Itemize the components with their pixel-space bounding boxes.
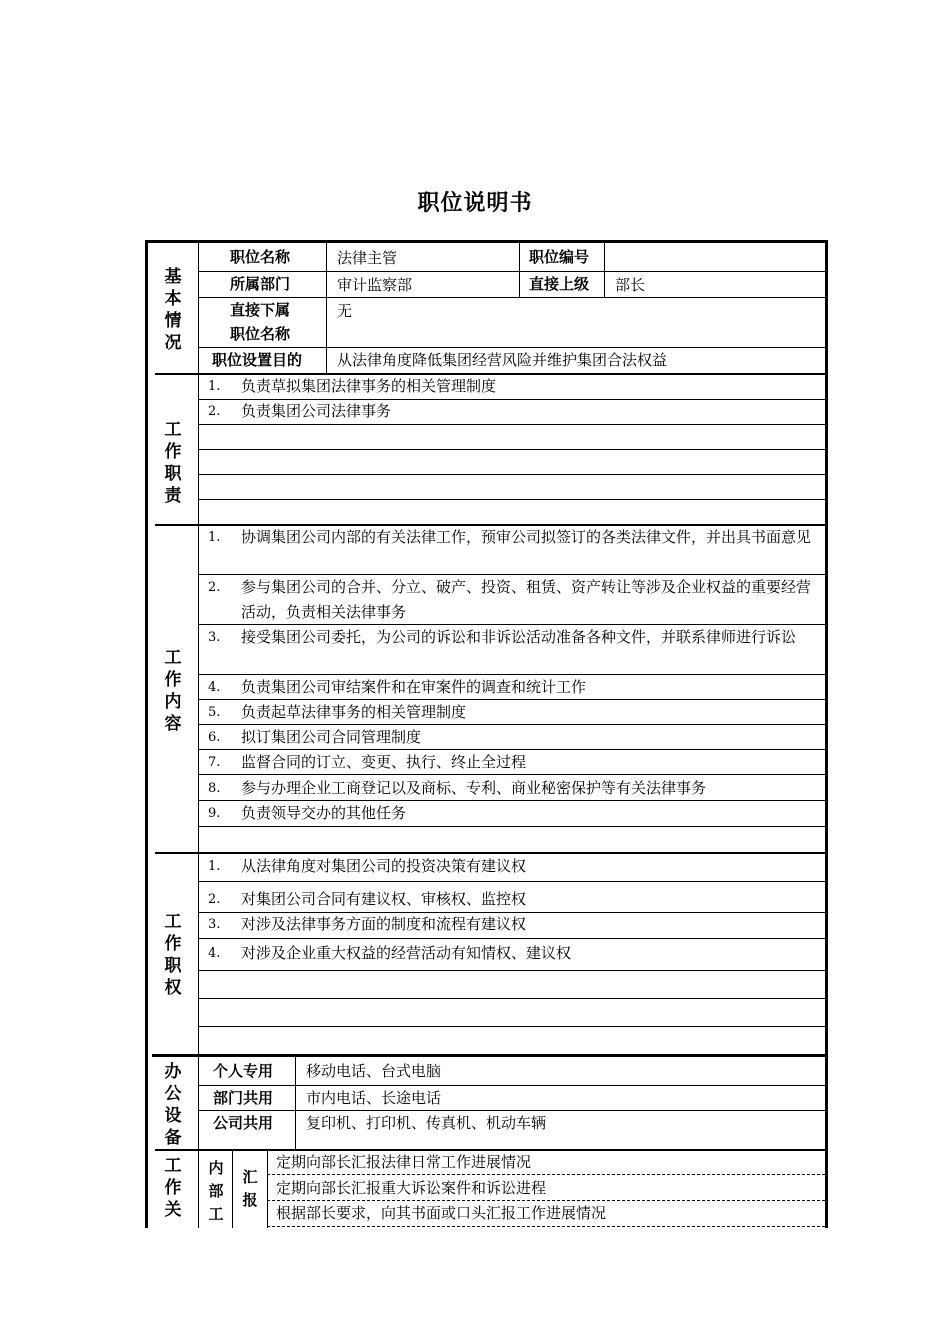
content-number: 6. — [208, 730, 221, 745]
content-text: 协调集团公司内部的有关法律工作，预审公司拟签订的各类法律文件，并出具书面意见 — [241, 528, 812, 546]
row-divider — [198, 424, 825, 425]
row-divider — [198, 271, 825, 272]
content-number: 7. — [208, 755, 221, 770]
content-number: 3. — [208, 630, 221, 645]
label-purpose: 职位设置目的 — [212, 351, 303, 369]
value-position-name: 法律主管 — [337, 249, 398, 267]
row-divider — [198, 449, 825, 450]
authority-number: 4. — [208, 946, 221, 961]
label-supervisor: 直接上级 — [529, 275, 590, 293]
relation-item: 定期向部长汇报法律日常工作进展情况 — [276, 1153, 532, 1171]
label-position-code: 职位编号 — [529, 248, 590, 266]
row-divider — [198, 1085, 825, 1086]
authority-number: 1. — [208, 859, 221, 874]
authority-text: 对涉及企业重大权益的经营活动有知情权、建议权 — [241, 944, 572, 962]
value-personal-use: 移动电话、台式电脑 — [306, 1062, 442, 1080]
row-divider — [267, 1200, 825, 1201]
content-text: 监督合同的订立、变更、执行、终止全过程 — [241, 753, 527, 771]
row-divider — [267, 1226, 825, 1227]
row-divider — [198, 970, 825, 971]
value-department: 审计监察部 — [337, 276, 413, 294]
row-divider — [198, 499, 825, 500]
label-subordinates-line1: 直接下属 — [230, 301, 291, 319]
section-relations: 工作关 — [164, 1156, 182, 1220]
row-divider — [198, 826, 825, 827]
value-department-shared: 市内电话、长途电话 — [306, 1089, 442, 1107]
label-personal-use: 个人专用 — [213, 1062, 274, 1080]
label-department: 所属部门 — [230, 275, 291, 293]
relation-item: 根据部长要求，向其书面或口头汇报工作进展情况 — [276, 1204, 607, 1222]
section-basic-info: 基本情况 — [164, 267, 182, 353]
authority-number: 3. — [208, 917, 221, 932]
row-divider — [198, 1026, 825, 1027]
duty-number: 1. — [208, 379, 221, 394]
content-number: 2. — [208, 580, 221, 595]
section-work-content: 工作内容 — [164, 648, 182, 734]
value-purpose: 从法律角度降低集团经营风险并维护集团合法权益 — [337, 351, 668, 369]
duty-number: 2. — [208, 404, 221, 419]
content-number: 5. — [208, 705, 221, 720]
col-divider — [519, 243, 520, 297]
value-subordinates: 无 — [337, 302, 353, 320]
authority-text: 对集团公司合同有建议权、审核权、监控权 — [241, 890, 527, 908]
value-supervisor: 部长 — [615, 276, 646, 294]
authority-number: 2. — [208, 892, 221, 907]
col-divider — [232, 1151, 233, 1228]
section-column-divider — [198, 243, 199, 1228]
authority-text: 从法律角度对集团公司的投资决策有建议权 — [241, 857, 527, 875]
section-equipment: 办公设备 — [164, 1062, 182, 1148]
label-internal-work: 内部工 — [208, 1159, 224, 1223]
section-duties: 工作职责 — [164, 420, 182, 506]
content-number: 4. — [208, 680, 221, 695]
row-divider — [198, 297, 825, 298]
content-text: 负责领导交办的其他任务 — [241, 804, 407, 822]
content-text: 负责集团公司审结案件和在审案件的调查和统计工作 — [241, 678, 587, 696]
col-divider — [267, 1151, 268, 1228]
content-number: 9. — [208, 806, 221, 821]
row-divider — [198, 347, 825, 348]
label-company-shared: 公司共用 — [213, 1114, 274, 1132]
section-authority: 工作职权 — [164, 912, 182, 998]
row-divider — [198, 474, 825, 475]
content-text: 拟订集团公司合同管理制度 — [241, 728, 422, 746]
content-text: 负责起草法律事务的相关管理制度 — [241, 703, 467, 721]
content-text: 接受集团公司委托，为公司的诉讼和非诉讼活动准备各种文件，并联系律师进行诉讼 — [241, 628, 797, 646]
label-subordinates-line2: 职位名称 — [230, 325, 291, 343]
row-divider — [198, 938, 825, 939]
row-divider — [198, 1110, 825, 1111]
col-divider — [326, 347, 327, 373]
duty-text: 负责草拟集团法律事务的相关管理制度 — [241, 377, 497, 395]
value-company-shared: 复印机、打印机、传真机、机动车辆 — [306, 1114, 547, 1132]
row-divider — [198, 998, 825, 999]
label-department-shared: 部门共用 — [213, 1089, 274, 1107]
section-divider — [152, 1054, 825, 1057]
content-number: 8. — [208, 781, 221, 796]
duty-text: 负责集团公司法律事务 — [241, 402, 392, 420]
col-divider — [604, 243, 605, 297]
content-text: 参与集团公司的合并、分立、破产、投资、租赁、资产转让等涉及企业权益的重要经营活动，负责相关法律事务 — [241, 578, 812, 621]
section-divider — [155, 1149, 825, 1151]
col-divider — [326, 243, 327, 347]
authority-text: 对涉及法律事务方面的制度和流程有建议权 — [241, 915, 527, 933]
content-number: 1. — [208, 530, 221, 545]
label-position-name: 职位名称 — [230, 248, 291, 266]
label-reporting: 汇报 — [242, 1168, 258, 1209]
row-divider — [198, 881, 825, 882]
document-title: 职位说明书 — [417, 191, 533, 216]
row-divider — [267, 1174, 825, 1175]
content-text: 参与办理企业工商登记以及商标、专利、商业秘密保护等有关法律事务 — [241, 779, 707, 797]
relation-item: 定期向部长汇报重大诉讼案件和诉讼进程 — [276, 1179, 547, 1197]
col-divider — [295, 1057, 296, 1149]
